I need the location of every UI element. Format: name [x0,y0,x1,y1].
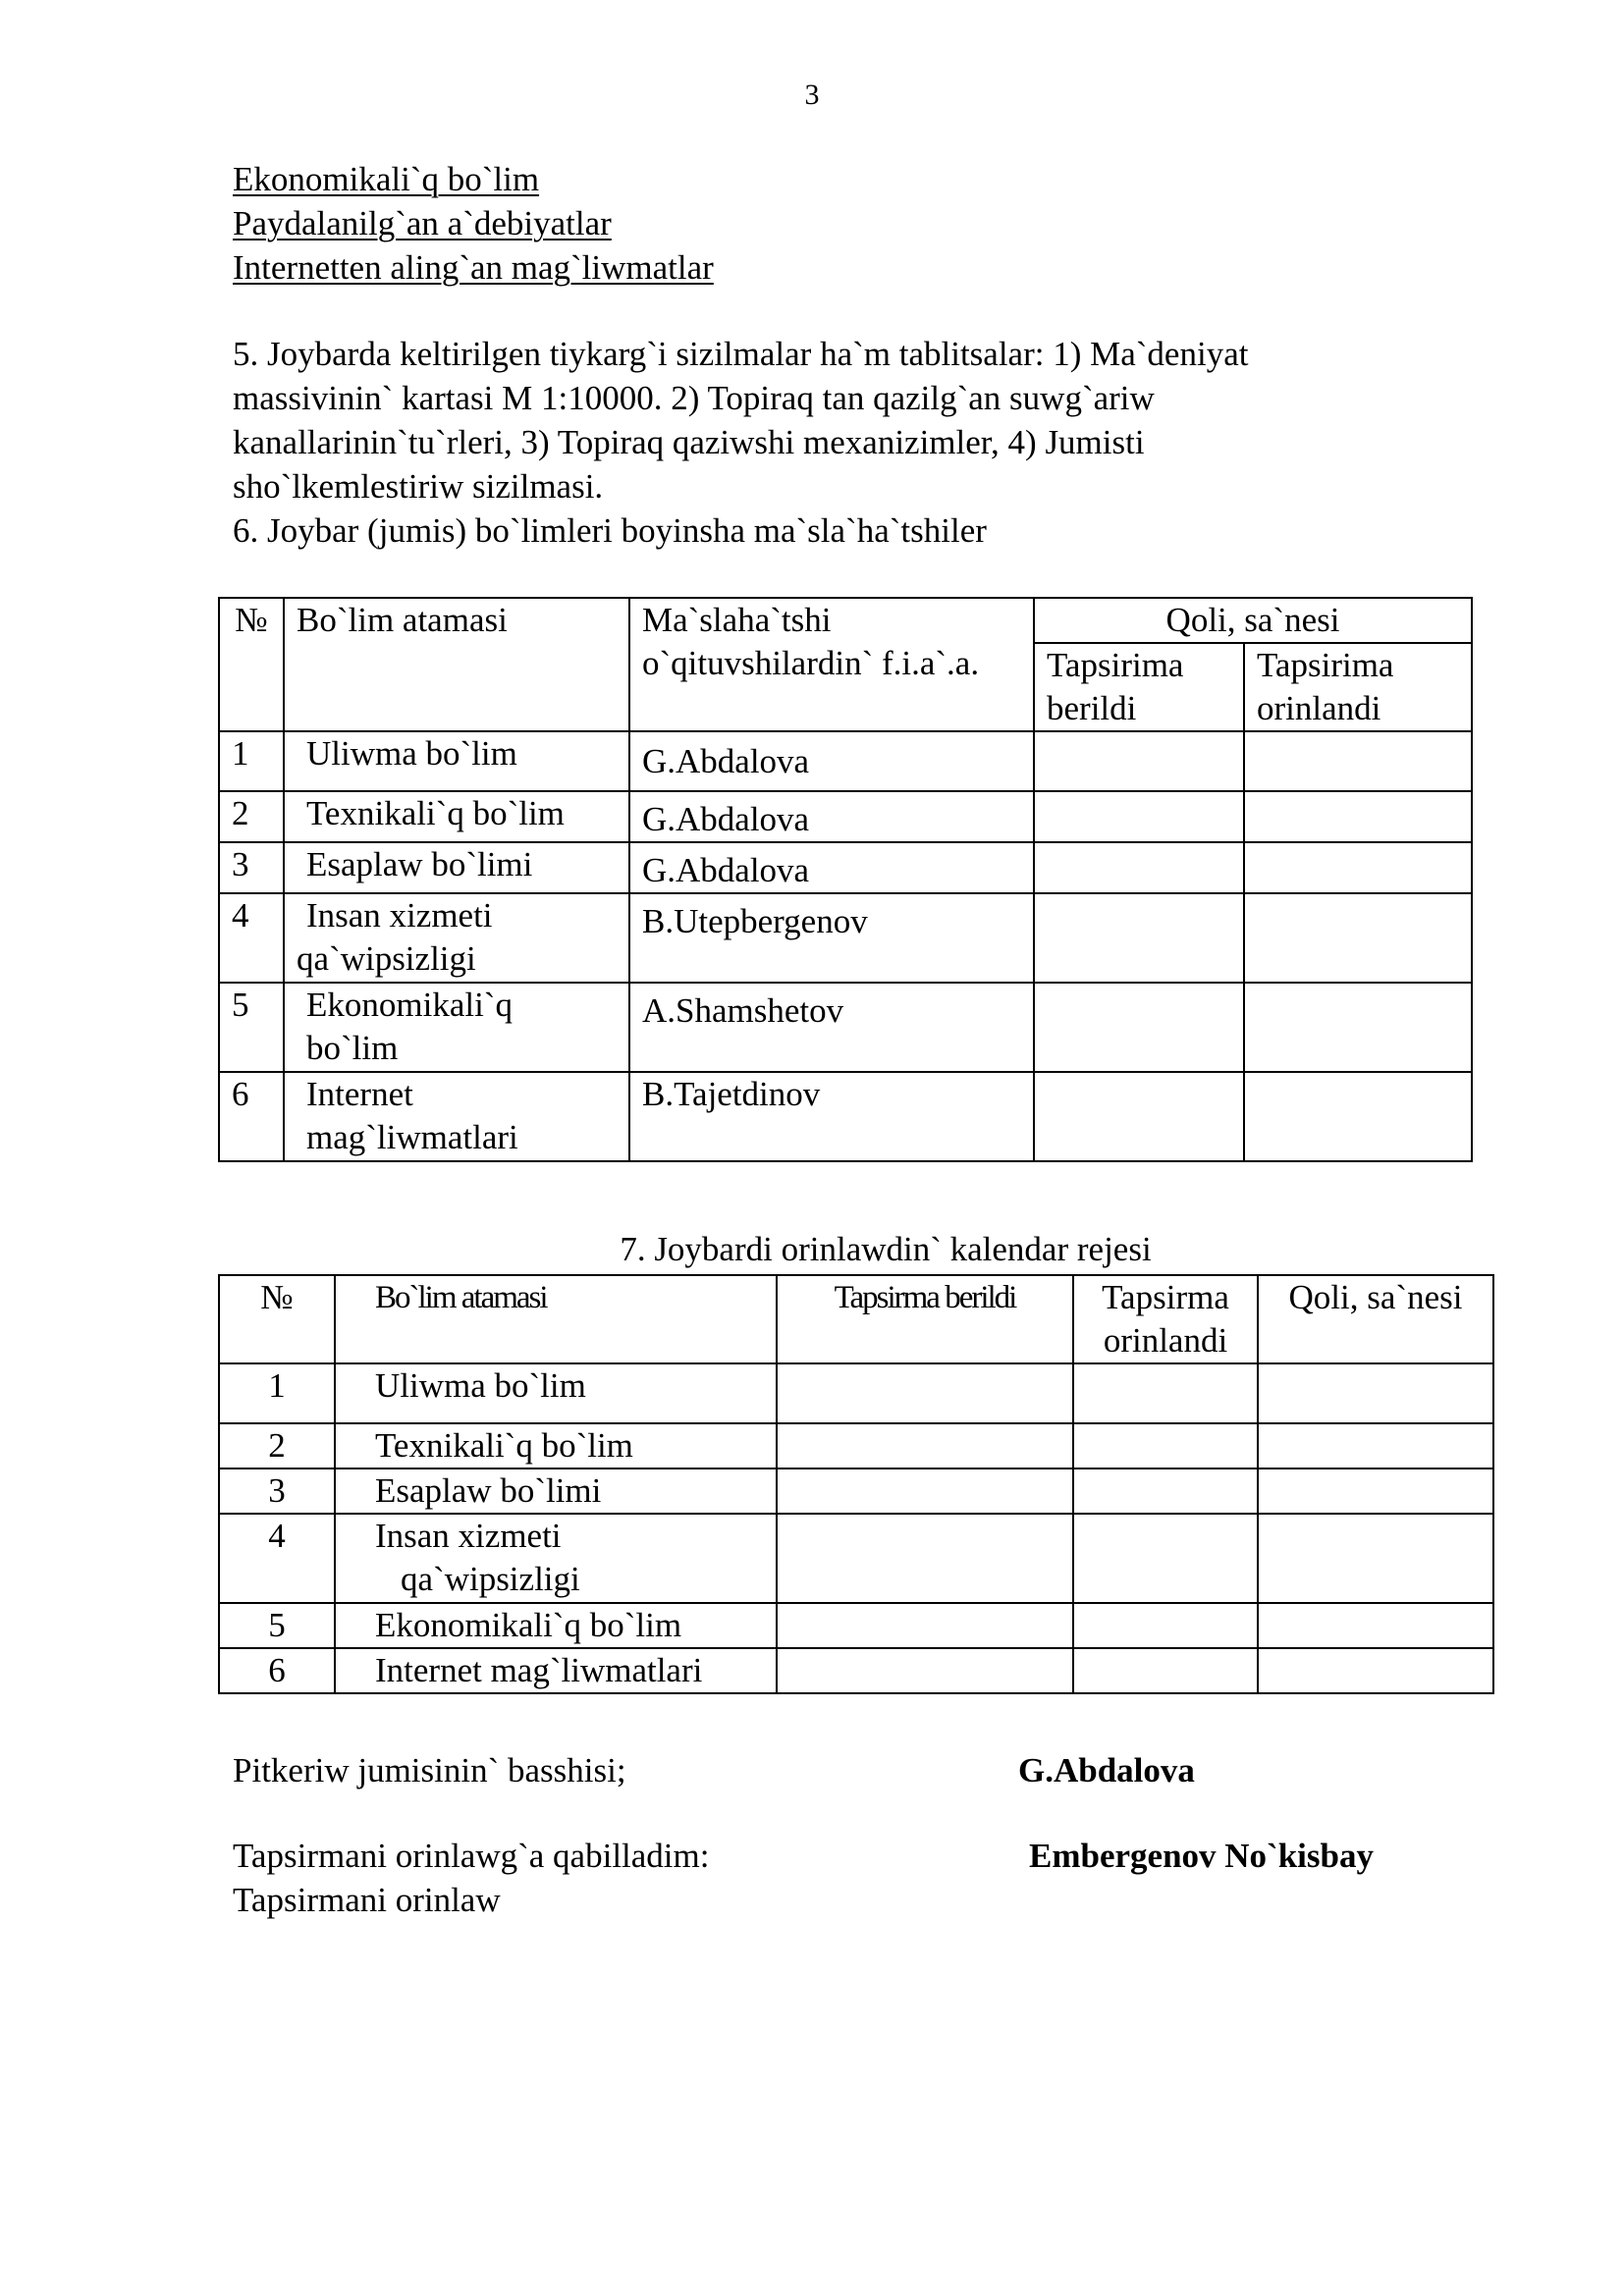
row-advisor: B.Tajetdinov [629,1072,1034,1161]
row-section-line2: qa`wipsizligi [401,1560,580,1598]
row-done-cell [1073,1603,1258,1648]
col-header-signature: Qoli, sa`nesi [1258,1275,1493,1363]
row-done-cell [1073,1468,1258,1514]
col-header-done [1073,1275,1258,1363]
row-section [284,983,629,1072]
row-done-cell [1244,1072,1472,1161]
row-given-cell [777,1423,1073,1468]
col-header-section: Bo`lim atamasi [335,1275,777,1363]
section-heading-literature: Paydalanilg`an a`debiyatlar [233,204,612,242]
row-section-line2: mag`liwmatlari [306,1118,518,1156]
row-number: 6 [219,1072,284,1161]
col-header-done-line2: orinlandi [1257,689,1381,727]
item5-line1: 5. Joybarda keltirilgen tiykarg`i sizilmalar ha`m tablitsalar: 1) Ma`deniyat [233,335,1249,373]
table-row [219,1603,1493,1648]
col-header-given-line1: Tapsirima [1047,646,1184,684]
row-given-cell [777,1603,1073,1648]
page-number: 3 [804,79,820,111]
col-header-section: Bo`lim atamasi [284,598,629,731]
col-header-advisor-line1: Ma`slaha`tshi [642,601,832,639]
table-row [219,893,1472,983]
row-section-line1: Insan xizmeti [306,896,493,934]
row-number: 1 [219,731,284,791]
row-section: Uliwma bo`lim [284,731,629,791]
row-section-line1: Insan xizmeti [375,1517,562,1555]
accepted-label: Tapsirmani orinlawg`a qabilladim: [233,1837,710,1875]
row-done-cell [1244,893,1472,983]
item5-line3: kanallarinin`tu`rleri, 3) Topiraq qaziwshi mexanizimler, 4) Jumisti [233,423,1145,461]
row-done-cell [1073,1423,1258,1468]
item6-title: 6. Joybar (jumis) bo`limleri boyinsha ma`sla`ha`tshiler [233,511,987,550]
row-given-cell [1034,1072,1244,1161]
col-header-done [1244,643,1472,731]
row-number: 4 [219,1514,335,1603]
row-number: 2 [219,1423,335,1468]
row-section: Esaplaw bo`limi [284,842,629,893]
table-row [219,842,1472,893]
row-advisor: G.Abdalova [629,791,1034,842]
head-name: G.Abdalova [1018,1751,1195,1789]
row-section-line1: Internet [306,1075,413,1113]
row-advisor: A.Shamshetov [629,983,1034,1072]
row-number: 3 [219,842,284,893]
row-done-cell [1244,791,1472,842]
row-section: Uliwma bo`lim [335,1363,777,1423]
row-signature-cell [1258,1363,1493,1423]
row-signature-cell [1258,1603,1493,1648]
table-row [219,791,1472,842]
row-section [284,893,629,983]
table-row [219,1423,1493,1468]
row-section-line2: bo`lim [306,1029,399,1067]
col-header-advisor-line2: o`qituvshilardin` f.i.a`.a. [642,644,980,682]
row-number: 4 [219,893,284,983]
row-section [335,1514,777,1603]
col-header-done-line2: orinlandi [1103,1321,1228,1360]
table-row [219,1514,1493,1603]
col-header-given-line2: berildi [1047,689,1137,727]
table-row [219,1072,1472,1161]
col-header-done-line1: Tapsirma [1102,1278,1229,1316]
row-done-cell [1244,842,1472,893]
row-given-cell [1034,842,1244,893]
table-row [219,1363,1493,1423]
row-advisor: G.Abdalova [629,842,1034,893]
row-number: 6 [219,1648,335,1693]
row-section [284,1072,629,1161]
row-signature-cell [1258,1648,1493,1693]
row-section: Ekonomikali`q bo`lim [335,1603,777,1648]
row-given-cell [1034,791,1244,842]
item5-line4: sho`lkemlestiriw sizilmasi. [233,467,604,506]
section-heading-economics: Ekonomikali`q bo`lim [233,160,540,198]
row-done-cell [1244,983,1472,1072]
row-signature-cell [1258,1423,1493,1468]
row-given-cell [777,1468,1073,1514]
table-row [219,1468,1493,1514]
col-header-number: № [219,598,284,731]
row-signature-cell [1258,1514,1493,1603]
table-row [219,1648,1493,1693]
row-done-cell [1073,1648,1258,1693]
row-advisor: B.Utepbergenov [629,893,1034,983]
row-given-cell [777,1363,1073,1423]
row-advisor: G.Abdalova [629,731,1034,791]
row-section: Texnikali`q bo`lim [284,791,629,842]
row-number: 2 [219,791,284,842]
row-given-cell [1034,893,1244,983]
row-given-cell [777,1514,1073,1603]
row-given-cell [1034,731,1244,791]
row-given-cell [777,1648,1073,1693]
row-section-line2: qa`wipsizligi [297,939,476,978]
section-heading-internet: Internetten aling`an mag`liwmatlar [233,248,714,287]
row-signature-cell [1258,1468,1493,1514]
row-section: Texnikali`q bo`lim [335,1423,777,1468]
col-header-given [1034,643,1244,731]
row-section-line1: Ekonomikali`q [306,986,513,1024]
row-number: 1 [219,1363,335,1423]
row-done-cell [1073,1363,1258,1423]
table-row [219,731,1472,791]
row-section: Internet mag`liwmatlari [335,1648,777,1693]
col-header-given: Tapsirma berildi [777,1275,1073,1363]
item7-title: 7. Joybardi orinlawdin` kalendar rejesi [620,1230,1152,1268]
advisors-table [218,597,1473,1162]
row-section: Esaplaw bo`limi [335,1468,777,1514]
row-done-cell [1244,731,1472,791]
col-header-advisor [629,598,1034,731]
row-done-cell [1073,1514,1258,1603]
col-header-signature: Qoli, sa`nesi [1034,598,1472,643]
col-header-done-line1: Tapsirima [1257,646,1394,684]
row-given-cell [1034,983,1244,1072]
item5-line2: massivinin` kartasi M 1:10000. 2) Topiraq tan qazilg`an suwg`ariw [233,379,1155,417]
col-header-number: № [219,1275,335,1363]
row-number: 5 [219,983,284,1072]
accepted-name: Embergenov No`kisbay [1029,1837,1374,1875]
table-row [219,983,1472,1072]
calendar-plan-table [218,1274,1494,1694]
row-number: 5 [219,1603,335,1648]
row-number: 3 [219,1468,335,1514]
head-label: Pitkeriw jumisinin` basshisi; [233,1751,626,1789]
executor-label: Tapsirmani orinlaw [233,1881,501,1919]
